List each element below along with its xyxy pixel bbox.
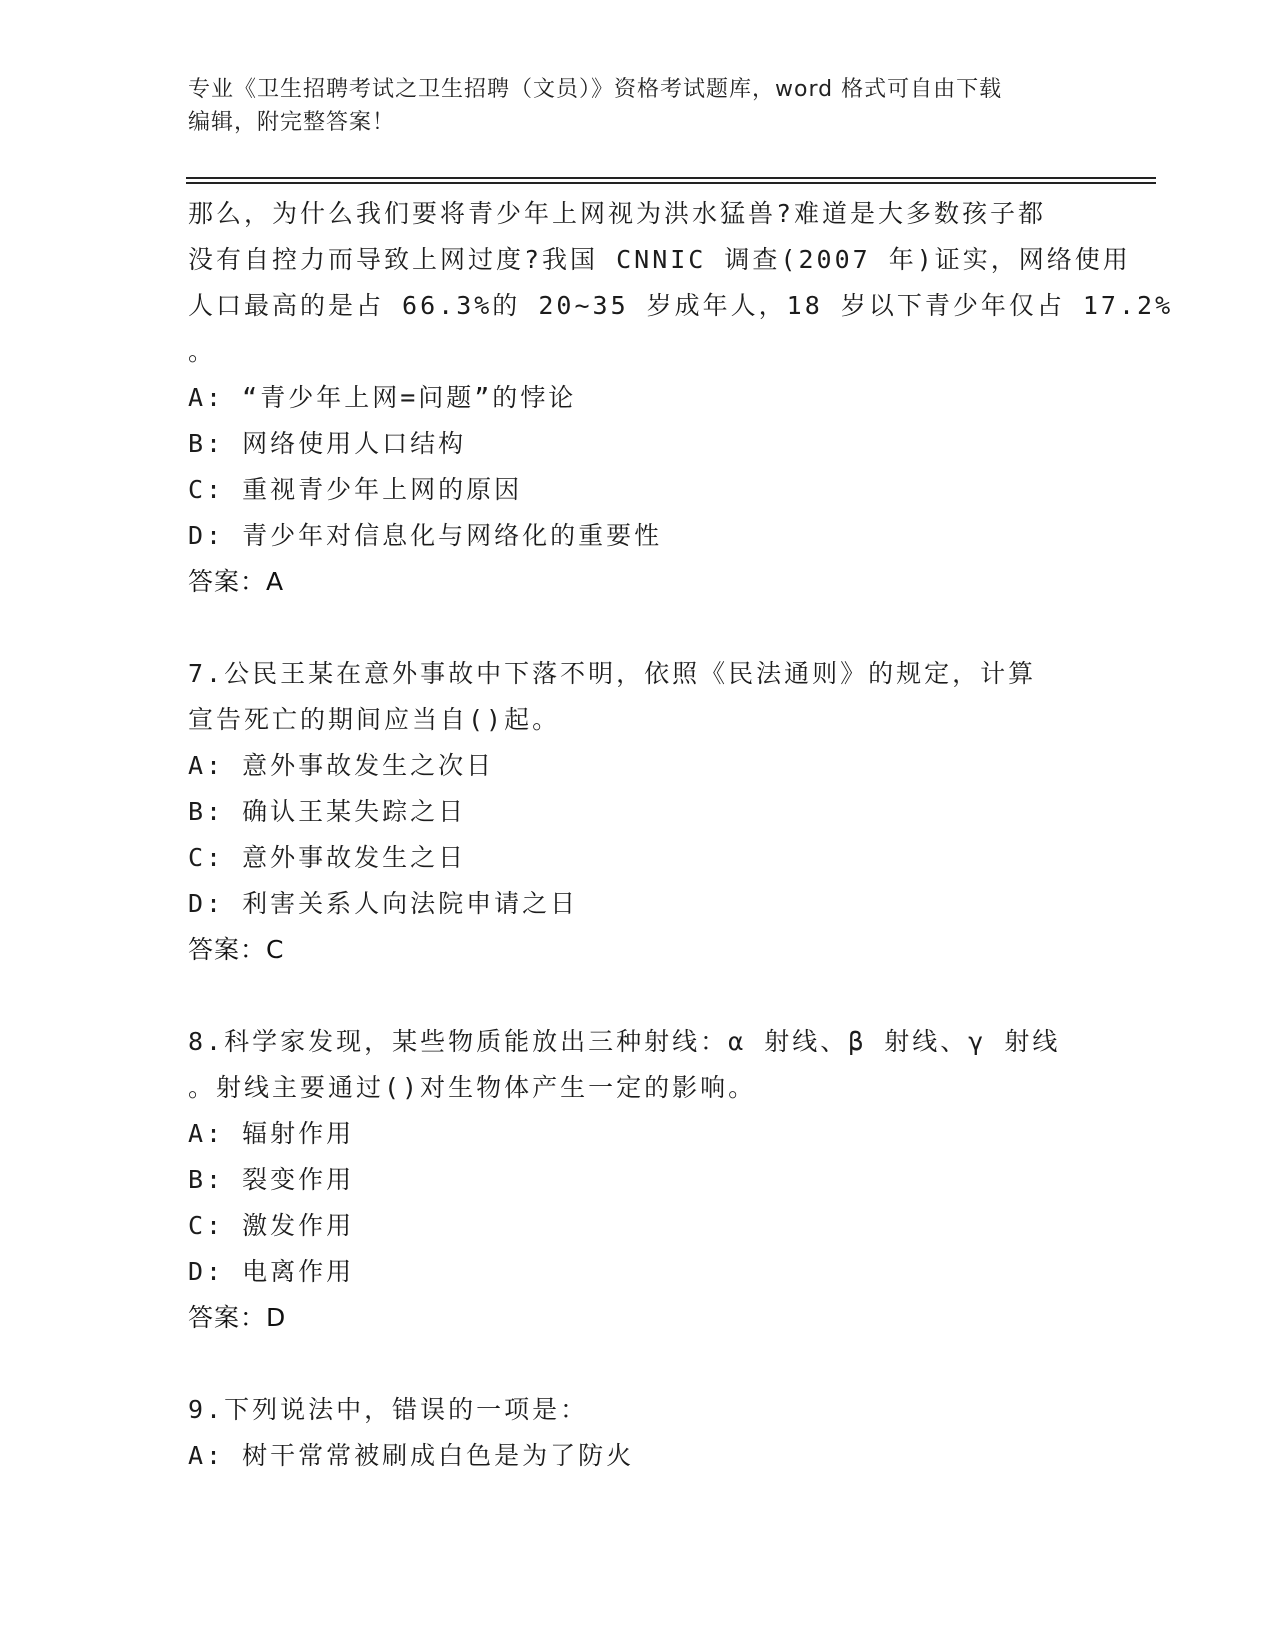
question-text-line: 宣告死亡的期间应当自()起。	[188, 705, 561, 734]
question-text-line: 没有自控力而导致上网过度?我国 CNNIC 调查(2007 年)证实，网络使用	[188, 245, 1131, 274]
option-a: A: 树干常常被刷成白色是为了防火	[188, 1441, 635, 1470]
document-body	[188, 191, 1174, 1479]
header-divider-bottom	[186, 182, 1156, 184]
option-a: A: 意外事故发生之次日	[188, 751, 495, 780]
answer-label: 答案：D	[188, 1303, 287, 1332]
question-text-line: 7.公民王某在意外事故中下落不明，依照《民法通则》的规定，计算	[188, 659, 1037, 688]
question-passage	[188, 191, 1174, 605]
option-d: D: 电离作用	[188, 1257, 355, 1286]
document-header	[188, 73, 1088, 139]
spacer	[188, 973, 1088, 1019]
option-a: A: “青少年上网=问题”的悖论	[188, 383, 577, 412]
question-7	[188, 651, 1088, 973]
question-text-line: 8.科学家发现，某些物质能放出三种射线：α 射线、β 射线、γ 射线	[188, 1027, 1061, 1056]
option-c: C: 意外事故发生之日	[188, 843, 467, 872]
question-text-line: 。	[188, 337, 217, 366]
header-line-1: 专业《卫生招聘考试之卫生招聘（文员）》资格考试题库，word 格式可自由下载	[188, 77, 1003, 102]
option-b: B: 网络使用人口结构	[188, 429, 467, 458]
question-text-line: 那么，为什么我们要将青少年上网视为洪水猛兽?难道是大多数孩子都	[188, 199, 1047, 228]
option-c: C: 激发作用	[188, 1211, 355, 1240]
header-line-2: 编辑，附完整答案！	[188, 110, 396, 135]
question-text-line: 人口最高的是占 66.3%的 20~35 岁成年人，18 岁以下青少年仅占 17.2%	[188, 291, 1174, 320]
option-d: D: 利害关系人向法院申请之日	[188, 889, 579, 918]
question-9	[188, 1387, 1088, 1479]
answer-label: 答案：C	[188, 935, 285, 964]
option-c: C: 重视青少年上网的原因	[188, 475, 523, 504]
option-a: A: 辐射作用	[188, 1119, 355, 1148]
question-text-line: 。射线主要通过()对生物体产生一定的影响。	[188, 1073, 757, 1102]
option-b: B: 确认王某失踪之日	[188, 797, 467, 826]
spacer	[188, 605, 1088, 651]
question-8	[188, 1019, 1088, 1341]
header-divider-top	[186, 177, 1156, 179]
option-b: B: 裂变作用	[188, 1165, 355, 1194]
spacer	[188, 1341, 1088, 1387]
answer-label: 答案：A	[188, 567, 285, 596]
option-d: D: 青少年对信息化与网络化的重要性	[188, 521, 663, 550]
question-text-line: 9.下列说法中，错误的一项是：	[188, 1395, 589, 1424]
